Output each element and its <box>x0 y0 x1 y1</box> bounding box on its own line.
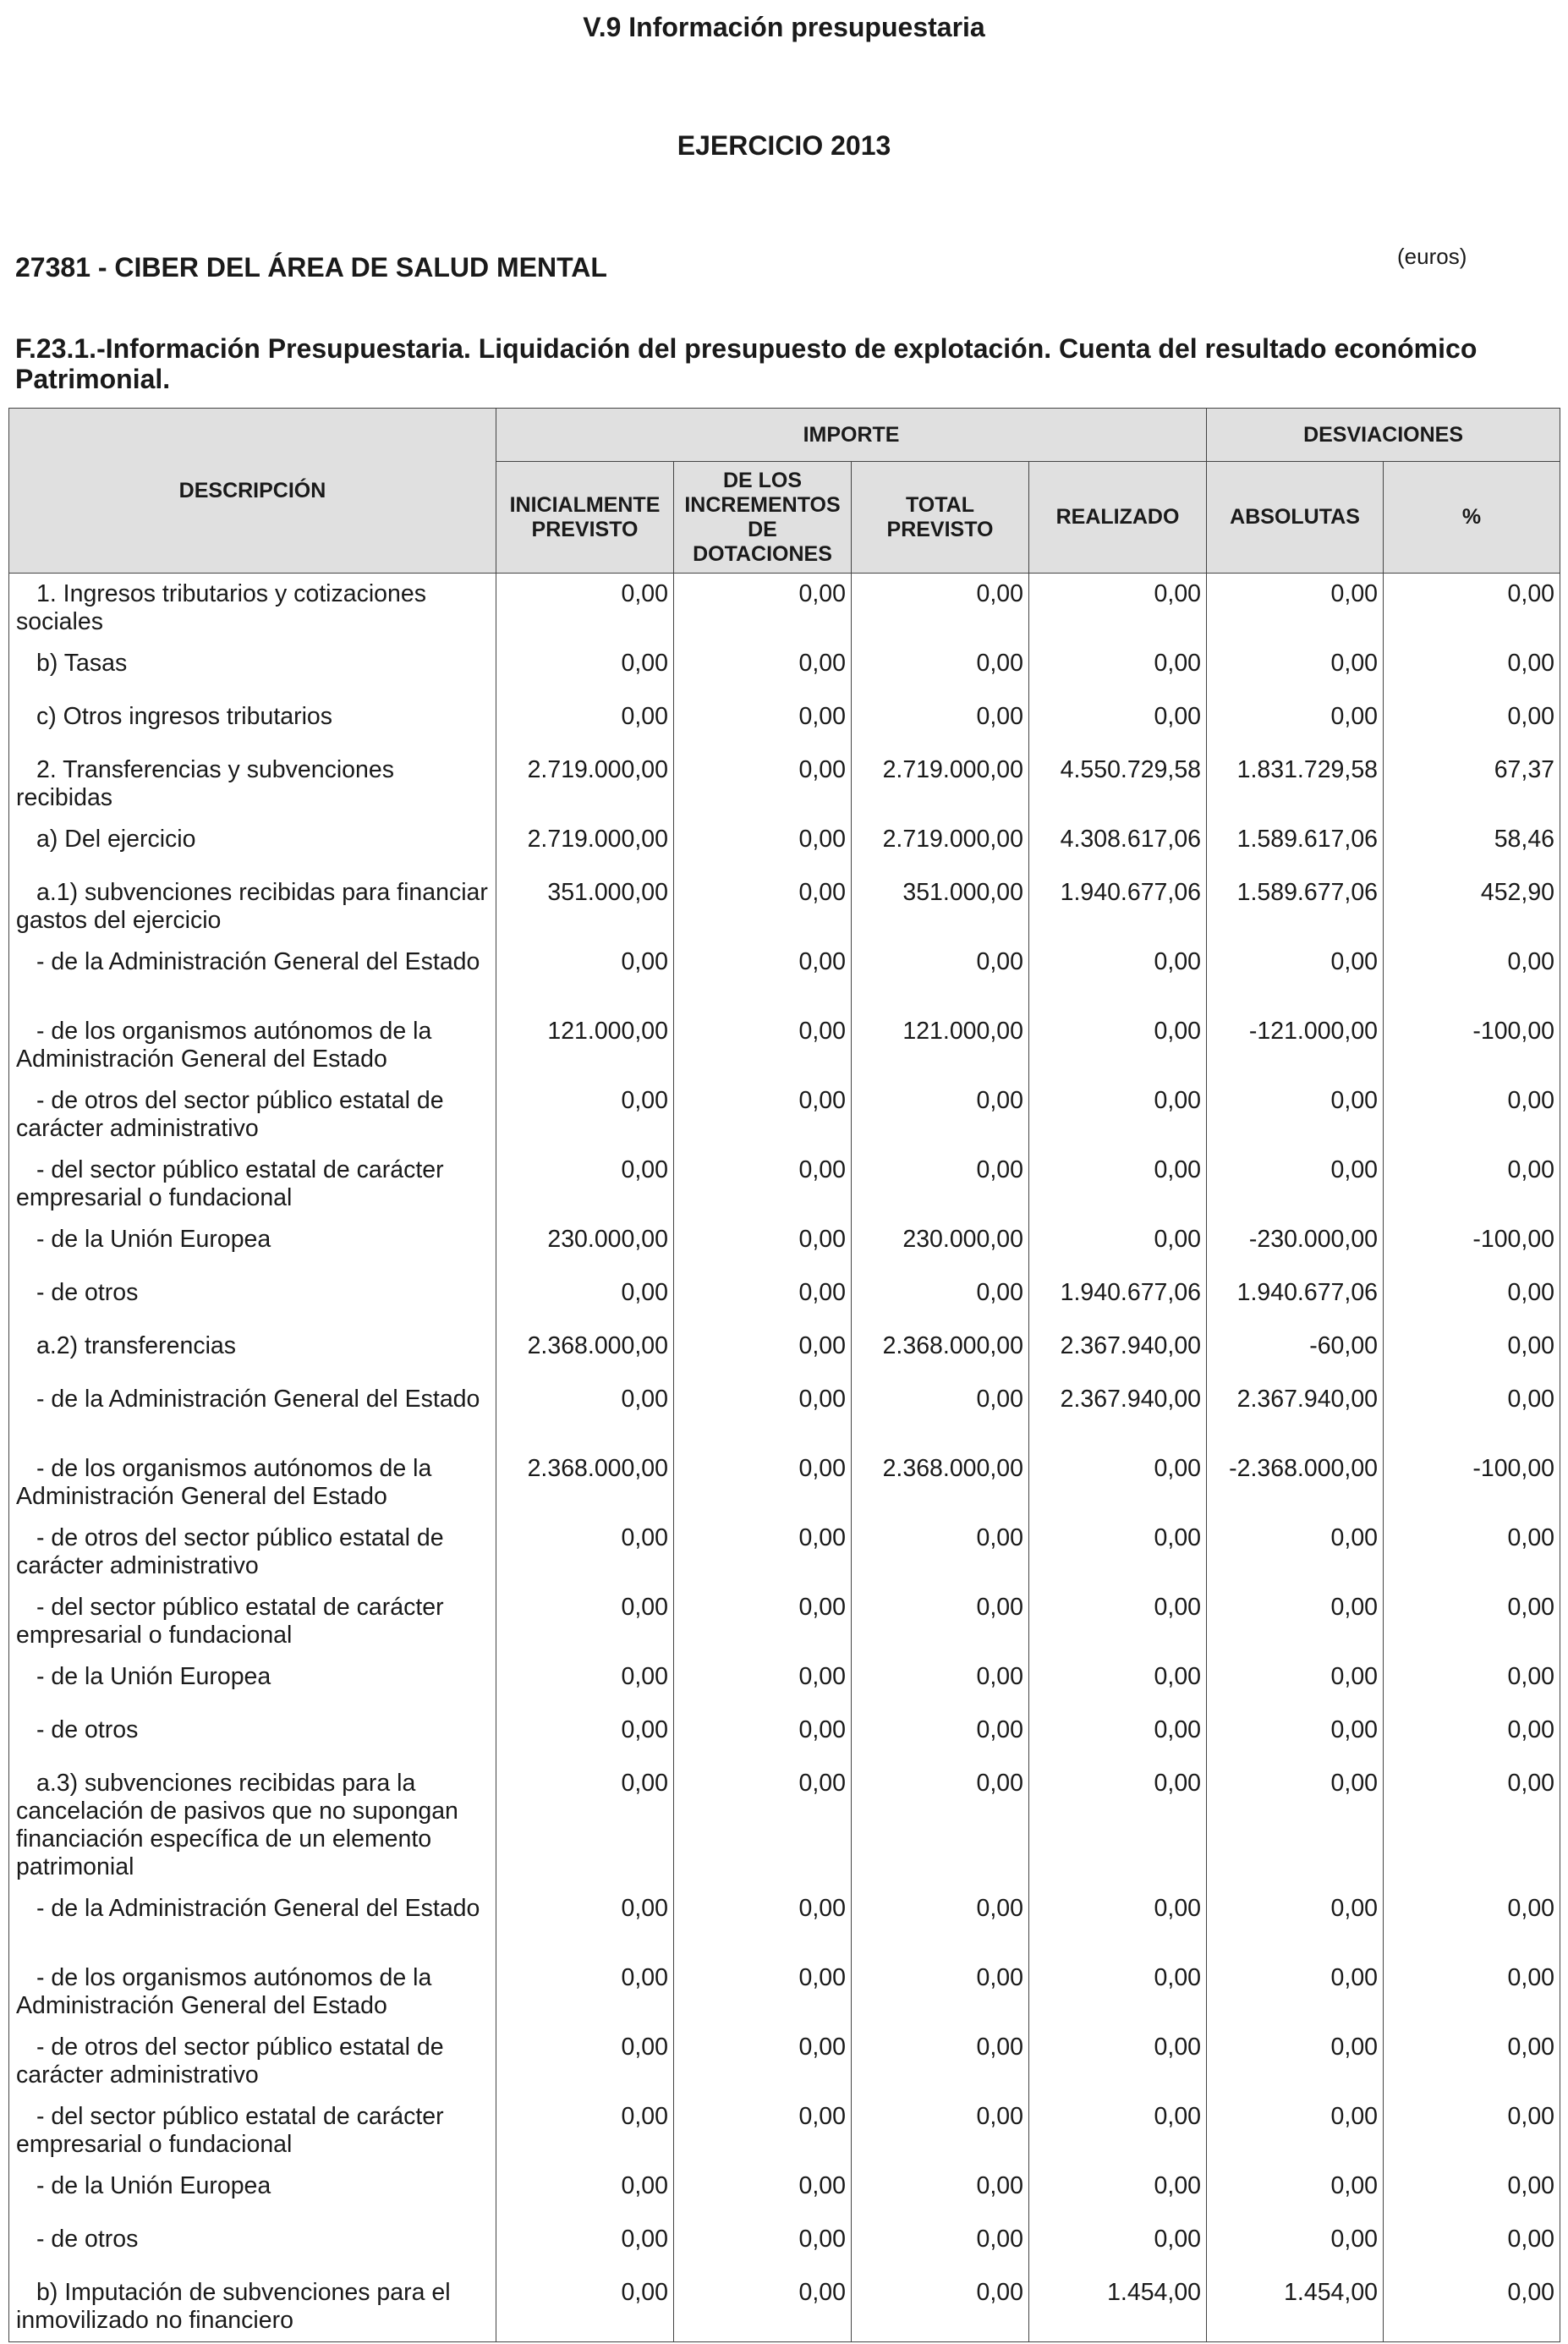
cell-inicial: 0,00 <box>496 1656 674 1710</box>
cell-total: 0,00 <box>852 1587 1029 1656</box>
cell-total: 0,00 <box>852 1957 1029 2027</box>
cell-absolutas: 0,00 <box>1207 941 1384 1011</box>
row-description: a.1) subvenciones recibidas para financiar gastos del ejercicio <box>9 872 496 941</box>
cell-realizado: 0,00 <box>1029 1080 1207 1150</box>
cell-pct: 0,00 <box>1384 2219 1560 2272</box>
cell-incrementos: 0,00 <box>674 1150 852 1219</box>
table-row <box>9 643 1560 696</box>
cell-inicial: 230.000,00 <box>496 1219 674 1272</box>
row-description: 1. Ingresos tributarios y cotizaciones sociales <box>9 574 496 643</box>
cell-incrementos: 0,00 <box>674 2272 852 2342</box>
cell-realizado: 2.367.940,00 <box>1029 1379 1207 1448</box>
cell-absolutas: 0,00 <box>1207 2096 1384 2166</box>
cell-total: 0,00 <box>852 1763 1029 1888</box>
cell-realizado: 2.367.940,00 <box>1029 1326 1207 1379</box>
cell-incrementos: 0,00 <box>674 1379 852 1448</box>
table-row <box>9 1448 1560 1518</box>
cell-incrementos: 0,00 <box>674 1888 852 1957</box>
table-row <box>9 2166 1560 2219</box>
form-title: F.23.1.-Información Presupuestaria. Liquidación del presupuesto de explotación. Cuenta del resultado económico Patrimonial. <box>15 333 1478 394</box>
table-body <box>9 574 1560 2342</box>
row-description: - del sector público estatal de carácter empresarial o fundacional <box>9 1150 496 1219</box>
cell-total: 230.000,00 <box>852 1219 1029 1272</box>
cell-incrementos: 0,00 <box>674 1518 852 1587</box>
cell-incrementos: 0,00 <box>674 749 852 819</box>
cell-total: 0,00 <box>852 574 1029 643</box>
cell-absolutas: 0,00 <box>1207 1957 1384 2027</box>
row-description: - del sector público estatal de carácter empresarial o fundacional <box>9 1587 496 1656</box>
cell-total: 0,00 <box>852 1656 1029 1710</box>
table-row <box>9 872 1560 941</box>
cell-incrementos: 0,00 <box>674 696 852 749</box>
cell-pct: 0,00 <box>1384 1518 1560 1587</box>
cell-realizado: 0,00 <box>1029 1011 1207 1080</box>
table-row <box>9 1587 1560 1656</box>
cell-absolutas: -121.000,00 <box>1207 1011 1384 1080</box>
cell-total: 0,00 <box>852 2027 1029 2096</box>
table-row <box>9 1710 1560 1763</box>
cell-incrementos: 0,00 <box>674 2166 852 2219</box>
cell-pct: 0,00 <box>1384 1379 1560 1448</box>
cell-pct: 0,00 <box>1384 1763 1560 1888</box>
row-description: b) Tasas <box>9 643 496 696</box>
cell-realizado: 0,00 <box>1029 696 1207 749</box>
cell-total: 0,00 <box>852 2272 1029 2342</box>
cell-absolutas: 0,00 <box>1207 2166 1384 2219</box>
cell-absolutas: 2.367.940,00 <box>1207 1379 1384 1448</box>
cell-realizado: 0,00 <box>1029 574 1207 643</box>
cell-absolutas: 1.589.677,06 <box>1207 872 1384 941</box>
cell-total: 2.719.000,00 <box>852 749 1029 819</box>
header-absolutas: ABSOLUTAS <box>1207 462 1384 574</box>
cell-inicial: 0,00 <box>496 2272 674 2342</box>
cell-realizado: 1.454,00 <box>1029 2272 1207 2342</box>
cell-inicial: 0,00 <box>496 2219 674 2272</box>
table-row <box>9 1957 1560 2027</box>
row-description: - de los organismos autónomos de la Administración General del Estado <box>9 1011 496 1080</box>
cell-total: 0,00 <box>852 1080 1029 1150</box>
cell-incrementos: 0,00 <box>674 1272 852 1326</box>
section-title: V.9 Información presupuestaria <box>583 12 985 42</box>
header-total-previsto: TOTAL PREVISTO <box>852 462 1029 574</box>
cell-inicial: 0,00 <box>496 2096 674 2166</box>
cell-realizado: 0,00 <box>1029 1888 1207 1957</box>
cell-pct: 0,00 <box>1384 696 1560 749</box>
cell-total: 0,00 <box>852 1272 1029 1326</box>
table-row <box>9 696 1560 749</box>
cell-inicial: 2.719.000,00 <box>496 749 674 819</box>
cell-inicial: 2.368.000,00 <box>496 1326 674 1379</box>
cell-absolutas: 1.940.677,06 <box>1207 1272 1384 1326</box>
header-incrementos: DE LOS INCREMENTOS DE DOTACIONES <box>674 462 852 574</box>
cell-absolutas: 0,00 <box>1207 2219 1384 2272</box>
row-description: b) Imputación de subvenciones para el inmovilizado no financiero <box>9 2272 496 2342</box>
cell-pct: 0,00 <box>1384 643 1560 696</box>
cell-incrementos: 0,00 <box>674 1957 852 2027</box>
cell-incrementos: 0,00 <box>674 941 852 1011</box>
cell-incrementos: 0,00 <box>674 1326 852 1379</box>
cell-total: 0,00 <box>852 643 1029 696</box>
cell-incrementos: 0,00 <box>674 1656 852 1710</box>
cell-pct: 0,00 <box>1384 574 1560 643</box>
row-description: - de la Unión Europea <box>9 1219 496 1272</box>
cell-total: 2.368.000,00 <box>852 1448 1029 1518</box>
cell-realizado: 0,00 <box>1029 1219 1207 1272</box>
row-description: - de otros <box>9 1272 496 1326</box>
cell-absolutas: 0,00 <box>1207 1150 1384 1219</box>
cell-pct: 452,90 <box>1384 872 1560 941</box>
cell-absolutas: 0,00 <box>1207 1518 1384 1587</box>
cell-pct: 0,00 <box>1384 941 1560 1011</box>
row-description: a) Del ejercicio <box>9 819 496 872</box>
table-row <box>9 819 1560 872</box>
table-row <box>9 2027 1560 2096</box>
cell-inicial: 0,00 <box>496 1957 674 2027</box>
cell-absolutas: -60,00 <box>1207 1326 1384 1379</box>
cell-inicial: 0,00 <box>496 1272 674 1326</box>
table-row <box>9 941 1560 1011</box>
cell-inicial: 0,00 <box>496 1518 674 1587</box>
cell-pct: 0,00 <box>1384 1272 1560 1326</box>
cell-incrementos: 0,00 <box>674 2027 852 2096</box>
cell-pct: 0,00 <box>1384 1587 1560 1656</box>
cell-realizado: 0,00 <box>1029 2166 1207 2219</box>
row-description: - de otros del sector público estatal de carácter administrativo <box>9 2027 496 2096</box>
cell-pct: 0,00 <box>1384 2096 1560 2166</box>
table-row <box>9 1379 1560 1448</box>
cell-realizado: 0,00 <box>1029 1656 1207 1710</box>
cell-total: 0,00 <box>852 696 1029 749</box>
cell-incrementos: 0,00 <box>674 872 852 941</box>
cell-inicial: 0,00 <box>496 2027 674 2096</box>
cell-absolutas: 0,00 <box>1207 696 1384 749</box>
cell-pct: 0,00 <box>1384 1656 1560 1710</box>
cell-total: 0,00 <box>852 1379 1029 1448</box>
cell-realizado: 0,00 <box>1029 941 1207 1011</box>
cell-realizado: 0,00 <box>1029 1957 1207 2027</box>
cell-pct: 58,46 <box>1384 819 1560 872</box>
cell-total: 0,00 <box>852 1518 1029 1587</box>
cell-total: 0,00 <box>852 1710 1029 1763</box>
table-row <box>9 2096 1560 2166</box>
table-row <box>9 1326 1560 1379</box>
row-description: - de otros <box>9 1710 496 1763</box>
cell-realizado: 0,00 <box>1029 1150 1207 1219</box>
cell-inicial: 0,00 <box>496 643 674 696</box>
cell-absolutas: 0,00 <box>1207 643 1384 696</box>
table-row <box>9 2272 1560 2342</box>
cell-inicial: 2.368.000,00 <box>496 1448 674 1518</box>
cell-absolutas: 0,00 <box>1207 1587 1384 1656</box>
header-realizado: REALIZADO <box>1029 462 1207 574</box>
table-row <box>9 1080 1560 1150</box>
exercise-title: EJERCICIO 2013 <box>677 130 891 161</box>
row-description: 2. Transferencias y subvenciones recibidas <box>9 749 496 819</box>
cell-total: 351.000,00 <box>852 872 1029 941</box>
cell-incrementos: 0,00 <box>674 2219 852 2272</box>
cell-inicial: 121.000,00 <box>496 1011 674 1080</box>
units-label: (euros) <box>1397 244 1467 269</box>
cell-total: 0,00 <box>852 2096 1029 2166</box>
cell-incrementos: 0,00 <box>674 1448 852 1518</box>
budget-table <box>8 408 1560 2342</box>
cell-pct: 0,00 <box>1384 1326 1560 1379</box>
row-description: - de otros del sector público estatal de carácter administrativo <box>9 1080 496 1150</box>
row-description: - de otros <box>9 2219 496 2272</box>
table-row <box>9 1011 1560 1080</box>
cell-absolutas: 0,00 <box>1207 1710 1384 1763</box>
cell-incrementos: 0,00 <box>674 1587 852 1656</box>
table-row <box>9 1518 1560 1587</box>
cell-pct: 0,00 <box>1384 2027 1560 2096</box>
cell-incrementos: 0,00 <box>674 1710 852 1763</box>
cell-inicial: 0,00 <box>496 574 674 643</box>
header-porcentaje: % <box>1384 462 1560 574</box>
cell-pct: 0,00 <box>1384 2166 1560 2219</box>
cell-absolutas: 0,00 <box>1207 1080 1384 1150</box>
cell-realizado: 4.550.729,58 <box>1029 749 1207 819</box>
cell-incrementos: 0,00 <box>674 819 852 872</box>
table-row <box>9 1656 1560 1710</box>
cell-total: 0,00 <box>852 2166 1029 2219</box>
cell-absolutas: 0,00 <box>1207 1888 1384 1957</box>
cell-inicial: 0,00 <box>496 1150 674 1219</box>
row-description: - de la Administración General del Estado <box>9 1379 496 1448</box>
cell-pct: 0,00 <box>1384 1150 1560 1219</box>
cell-pct: 0,00 <box>1384 1080 1560 1150</box>
cell-realizado: 0,00 <box>1029 1763 1207 1888</box>
header-inicialmente-previsto: INICIALMENTE PREVISTO <box>496 462 674 574</box>
cell-absolutas: 0,00 <box>1207 1656 1384 1710</box>
cell-pct: 0,00 <box>1384 1957 1560 2027</box>
cell-total: 121.000,00 <box>852 1011 1029 1080</box>
cell-absolutas: 0,00 <box>1207 574 1384 643</box>
row-description: - del sector público estatal de carácter empresarial o fundacional <box>9 2096 496 2166</box>
table-row <box>9 1272 1560 1326</box>
entity-name: 27381 - CIBER DEL ÁREA DE SALUD MENTAL <box>15 252 607 283</box>
cell-realizado: 0,00 <box>1029 643 1207 696</box>
cell-total: 0,00 <box>852 2219 1029 2272</box>
cell-realizado: 0,00 <box>1029 1710 1207 1763</box>
cell-realizado: 0,00 <box>1029 2027 1207 2096</box>
cell-inicial: 0,00 <box>496 2166 674 2219</box>
header-descripcion: DESCRIPCIÓN <box>9 409 496 574</box>
table-row <box>9 1763 1560 1888</box>
table-row <box>9 2219 1560 2272</box>
table-row <box>9 1888 1560 1957</box>
table-row <box>9 1219 1560 1272</box>
cell-realizado: 1.940.677,06 <box>1029 1272 1207 1326</box>
cell-pct: 0,00 <box>1384 1888 1560 1957</box>
cell-absolutas: 0,00 <box>1207 1763 1384 1888</box>
cell-realizado: 0,00 <box>1029 2219 1207 2272</box>
cell-total: 0,00 <box>852 941 1029 1011</box>
cell-incrementos: 0,00 <box>674 1219 852 1272</box>
cell-inicial: 0,00 <box>496 1587 674 1656</box>
row-description: a.3) subvenciones recibidas para la cancelación de pasivos que no supongan financiación específica de un elemento patrimonial <box>9 1763 496 1888</box>
cell-inicial: 0,00 <box>496 941 674 1011</box>
cell-realizado: 0,00 <box>1029 2096 1207 2166</box>
cell-pct: -100,00 <box>1384 1448 1560 1518</box>
cell-pct: -100,00 <box>1384 1219 1560 1272</box>
row-description: - de la Unión Europea <box>9 2166 496 2219</box>
cell-total: 0,00 <box>852 1888 1029 1957</box>
cell-absolutas: 1.831.729,58 <box>1207 749 1384 819</box>
cell-pct: 0,00 <box>1384 2272 1560 2342</box>
cell-absolutas: 1.589.617,06 <box>1207 819 1384 872</box>
cell-inicial: 0,00 <box>496 1710 674 1763</box>
row-description: - de los organismos autónomos de la Administración General del Estado <box>9 1957 496 2027</box>
cell-pct: 0,00 <box>1384 1710 1560 1763</box>
cell-inicial: 0,00 <box>496 1080 674 1150</box>
row-description: - de la Unión Europea <box>9 1656 496 1710</box>
row-description: c) Otros ingresos tributarios <box>9 696 496 749</box>
cell-absolutas: 0,00 <box>1207 2027 1384 2096</box>
cell-absolutas: 1.454,00 <box>1207 2272 1384 2342</box>
cell-inicial: 0,00 <box>496 1379 674 1448</box>
cell-inicial: 0,00 <box>496 1763 674 1888</box>
cell-total: 0,00 <box>852 1150 1029 1219</box>
cell-total: 2.719.000,00 <box>852 819 1029 872</box>
row-description: - de otros del sector público estatal de carácter administrativo <box>9 1518 496 1587</box>
cell-realizado: 0,00 <box>1029 1448 1207 1518</box>
cell-incrementos: 0,00 <box>674 1011 852 1080</box>
table-row <box>9 1150 1560 1219</box>
cell-absolutas: -230.000,00 <box>1207 1219 1384 1272</box>
cell-pct: 67,37 <box>1384 749 1560 819</box>
cell-total: 2.368.000,00 <box>852 1326 1029 1379</box>
row-description: a.2) transferencias <box>9 1326 496 1379</box>
cell-absolutas: -2.368.000,00 <box>1207 1448 1384 1518</box>
cell-realizado: 1.940.677,06 <box>1029 872 1207 941</box>
cell-inicial: 351.000,00 <box>496 872 674 941</box>
table-row <box>9 749 1560 819</box>
cell-incrementos: 0,00 <box>674 2096 852 2166</box>
row-description: - de la Administración General del Estado <box>9 941 496 1011</box>
cell-incrementos: 0,00 <box>674 643 852 696</box>
cell-incrementos: 0,00 <box>674 574 852 643</box>
cell-inicial: 0,00 <box>496 696 674 749</box>
cell-realizado: 0,00 <box>1029 1518 1207 1587</box>
cell-inicial: 2.719.000,00 <box>496 819 674 872</box>
table-row <box>9 574 1560 643</box>
row-description: - de los organismos autónomos de la Administración General del Estado <box>9 1448 496 1518</box>
cell-incrementos: 0,00 <box>674 1763 852 1888</box>
row-description: - de la Administración General del Estado <box>9 1888 496 1957</box>
cell-inicial: 0,00 <box>496 1888 674 1957</box>
cell-realizado: 4.308.617,06 <box>1029 819 1207 872</box>
header-importe: IMPORTE <box>496 409 1207 462</box>
cell-incrementos: 0,00 <box>674 1080 852 1150</box>
header-desviaciones: DESVIACIONES <box>1207 409 1560 462</box>
cell-pct: -100,00 <box>1384 1011 1560 1080</box>
cell-realizado: 0,00 <box>1029 1587 1207 1656</box>
